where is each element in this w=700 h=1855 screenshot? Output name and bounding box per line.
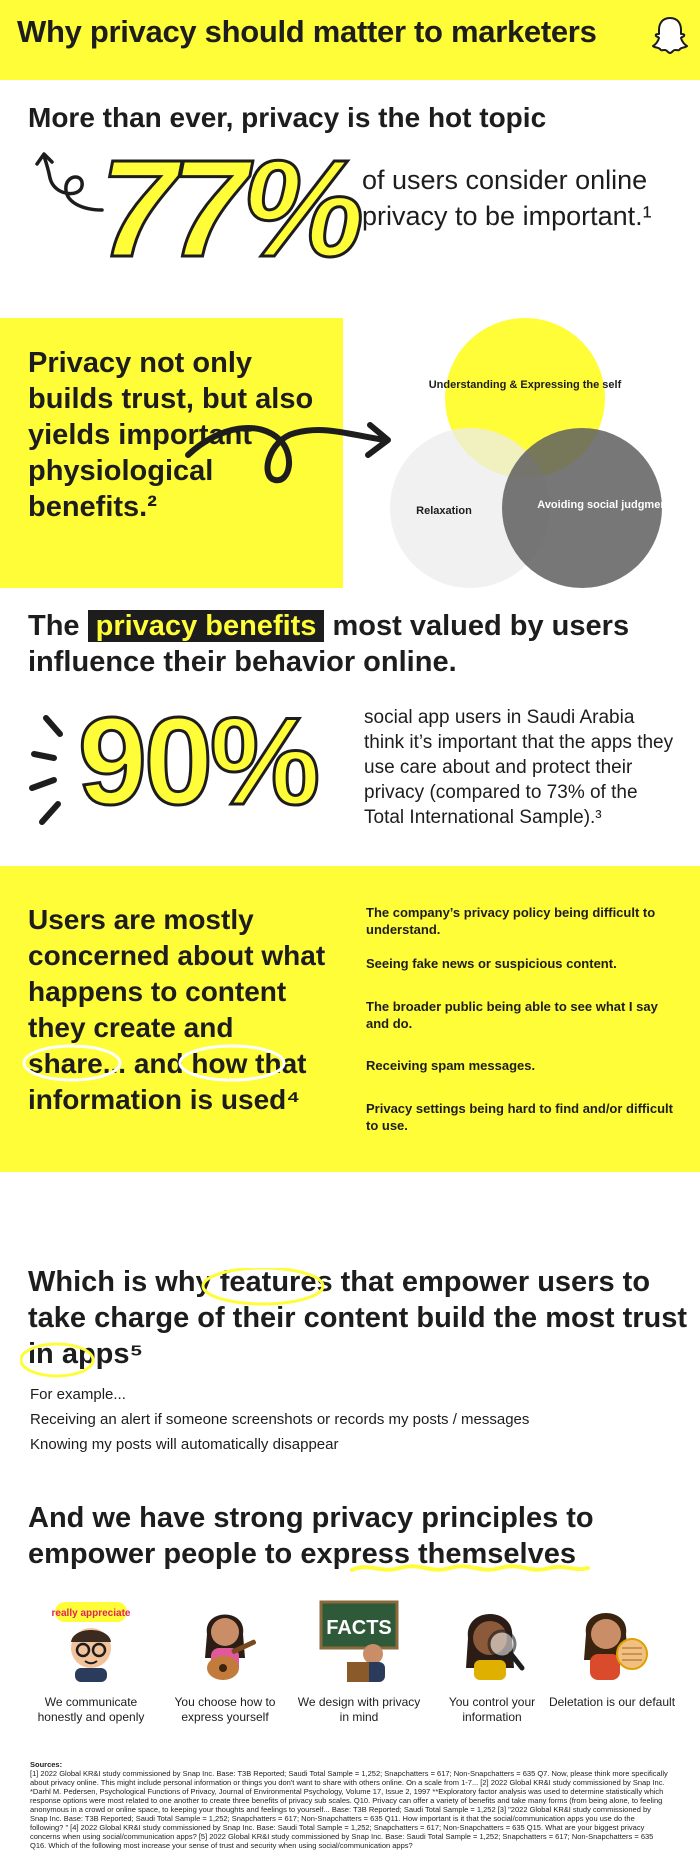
examples-list (30, 1382, 670, 1457)
principle-card (427, 1598, 557, 1725)
section3-heading-pre: The (28, 610, 80, 642)
bitmoji-punch-icon (570, 1598, 654, 1682)
svg-text:really appreciate: really appreciate (51, 1608, 131, 1619)
stat-77-caption: of users consider online privacy to be important.¹ (362, 165, 652, 231)
page-title: Why privacy should matter to marketers (17, 14, 597, 49)
stat-90-percent: 90% (78, 693, 318, 831)
example-item: Receiving an alert if someone screenshots or records my posts / messages (30, 1411, 530, 1428)
venn-label-self: Understanding & Expressing the self (428, 379, 622, 391)
principle-caption: You choose how to express yourself (174, 1695, 276, 1724)
snapchat-ghost-icon (652, 15, 688, 55)
sources-footnotes (30, 1760, 670, 1850)
squiggle-underline-icon (350, 1560, 590, 1576)
svg-text:FACTS: FACTS (326, 1617, 392, 1639)
hand-drawn-circles-icon (20, 1268, 340, 1378)
section3-heading-post: most valued by users influence their behavior online. (28, 610, 630, 678)
section1-heading: More than ever, privacy is the hot topic (28, 102, 547, 133)
venn-label-relaxation: Relaxation (416, 505, 472, 517)
burst-lines-icon (26, 712, 76, 830)
principle-card (547, 1598, 677, 1710)
examples-intro: For example... (30, 1386, 126, 1403)
bitmoji-facts-board-icon (317, 1598, 401, 1682)
swirl-arrow-icon (180, 395, 400, 495)
bitmoji-guitar-icon (183, 1598, 267, 1682)
bitmoji-glasses-icon (49, 1598, 133, 1682)
privacy-benefits-venn-diagram (382, 318, 672, 598)
concern-item: The company’s privacy policy being difficult to understand. (366, 905, 656, 937)
sources-text: [1] 2022 Global KR&I study commissioned by Snap Inc. Base: T3B Reported; Saudi Total Sample = 1,252; Snapchatters = 617; Non-Snapchatters = 635 Q7. Now, please think more specifically about privacy online. This might include personal information or things you don't want to share with others online. On a scale from 1-7... [2] 2022 Global KR&I study commissioned by Snap Inc. *Darhl M. Pedersen, Psychological Functions of Privacy, Journal of Environmental Psychology, Volume 17, Issue 2, 1997 **Exploratory factor analysis was used to determine statistically which response options were most related to one another to create three benefits of privacy sub scales. Q10. Privacy can offer a variety of benefits and take many forms (from being alone, to feeling anonymous in a crowd or online space, to keeping your thoughts and feelings to yourself... Base: T3B Reported; Saudi Total Sample = 1,252 [3] "2022 Global KR&I study commissioned by Snap Inc. Base: T3B Reported; Saudi Total Sample = 1,252; Snapchatters = 617; Non-Snapchatters = 635 Q11. How important is it that the social/communication apps you use do the following? " [4] 2022 Global KR&I study commissioned by Snap Inc. Base: Saudi Total Sample = 1,252; Snapchatters = 617; Non-Snapchatters = 635 Q15. What are your biggest privacy concerns when using social/communication apps? [5] 2022 Global KR&I study commissioned by Snap Inc. Base: Saudi Total Sample = 1,252; Snapchatters = 617; Non-Snapchatters = 635 Q16. Which of the following most increase your sense of trust and security when using social/communication apps? (30, 1769, 668, 1850)
section6-heading: And we have strong privacy principles to empower people to express themselves (28, 1502, 594, 1570)
concern-item: Privacy settings being hard to find and/or difficult to use. (366, 1101, 673, 1133)
concerns-statement: Users are mostly concerned about what happens to content they create and share... and how that information is used⁴ (28, 904, 326, 1115)
benefits-statement: Privacy not only builds trust, but also yields important physiological benefits.² (28, 347, 314, 523)
bitmoji-magnifier-icon (450, 1598, 534, 1682)
principle-card (26, 1598, 156, 1725)
privacy-benefits-highlight: privacy benefits (88, 610, 325, 642)
principle-caption: We communicate honestly and openly (37, 1695, 145, 1724)
principle-caption: We design with privacy in mind (297, 1695, 421, 1724)
stat-77-percent: 77% (100, 132, 359, 286)
section5-heading: Which is why features that empower users to take charge of their content build the most trust in apps⁵ (28, 1266, 688, 1370)
principle-caption: You control your information (448, 1695, 536, 1724)
venn-label-judgment: Avoiding social judgment (537, 499, 671, 511)
sources-title: Sources: (30, 1760, 63, 1769)
concern-item: Seeing fake news or suspicious content. (366, 956, 617, 971)
hand-drawn-circles-icon (20, 1042, 300, 1082)
concern-item: Receiving spam messages. (366, 1058, 536, 1073)
curly-arrow-icon (34, 148, 106, 218)
principle-card (294, 1598, 424, 1725)
stat-90-caption: social app users in Saudi Arabia think it’s important that the apps they use care about and protect their privacy (compared to 73% of the Total International Sample).³ (364, 707, 674, 828)
principle-caption: Deletation is our default (548, 1695, 676, 1709)
concerns-list (366, 904, 676, 1134)
concern-item: The broader public being able to see what I say and do. (366, 999, 658, 1031)
principle-card (160, 1598, 290, 1725)
example-item: Knowing my posts will automatically disappear (30, 1436, 339, 1453)
section3-heading (28, 608, 688, 680)
